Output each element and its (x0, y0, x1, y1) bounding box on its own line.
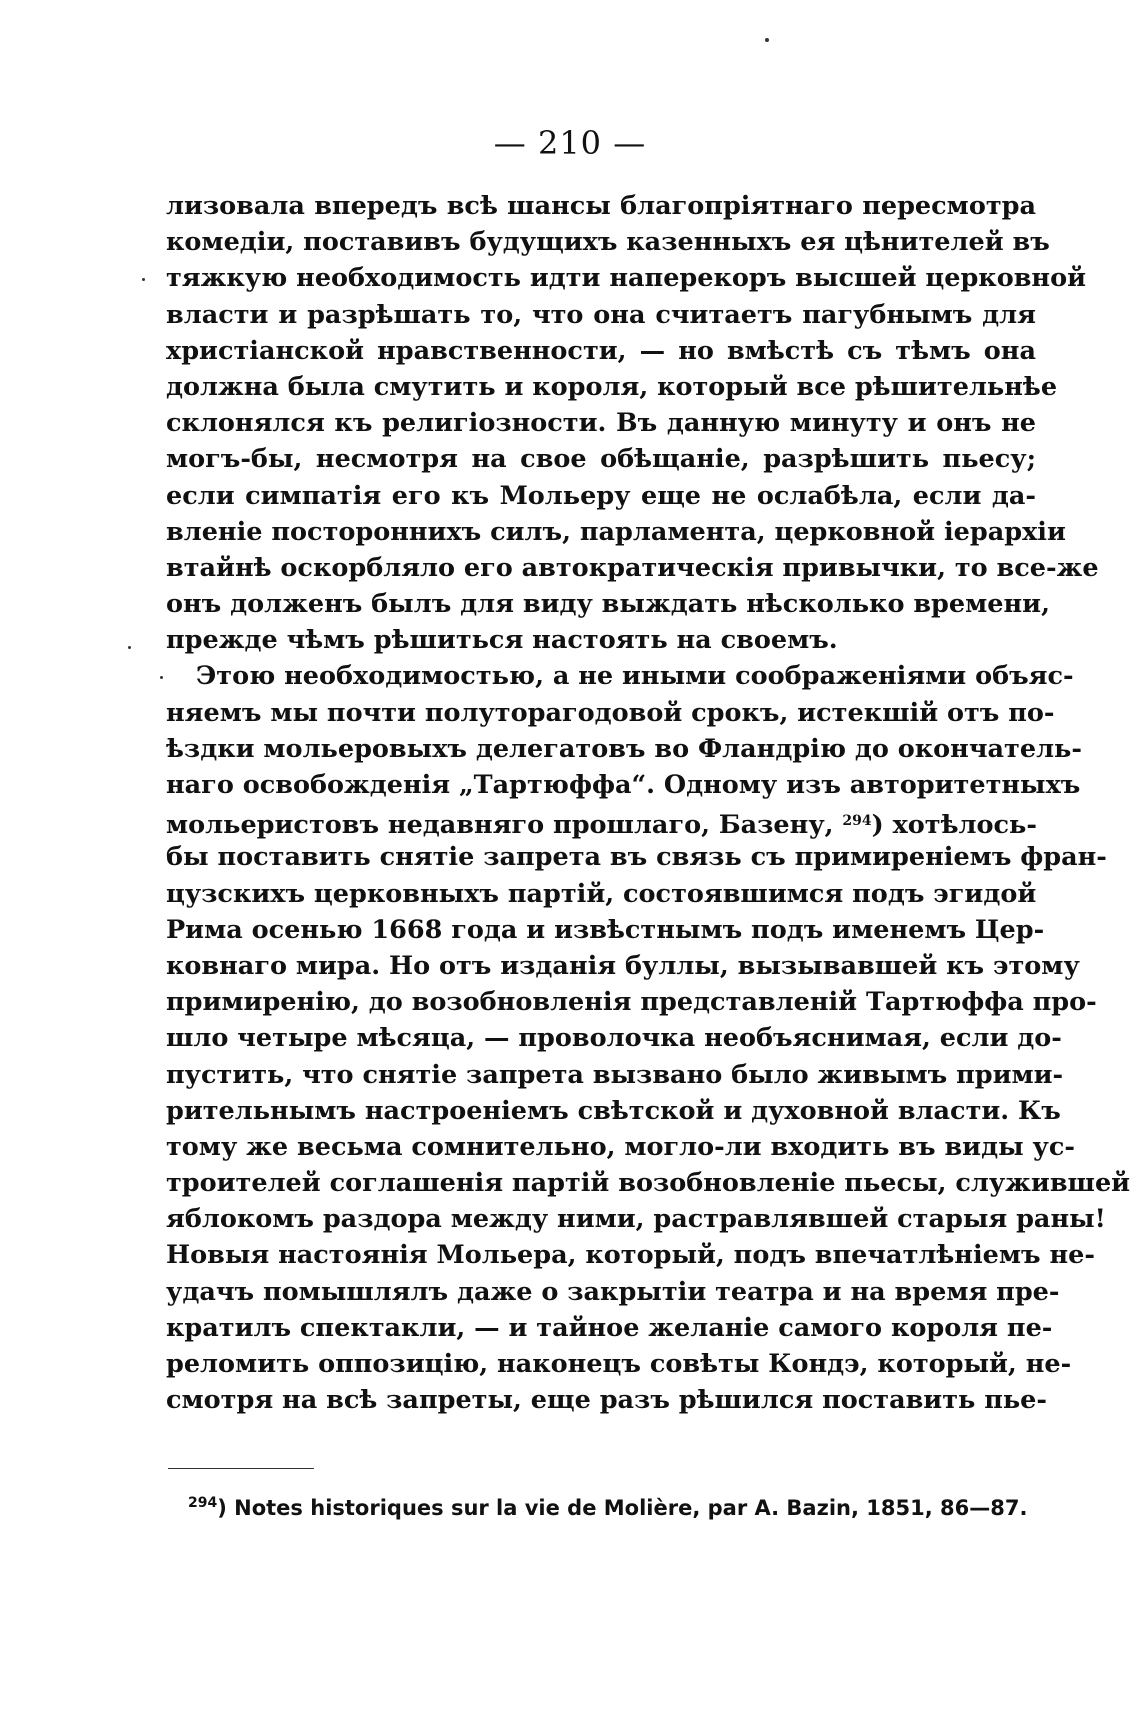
text-line: тяжкую необходимость идти наперекоръ высшей церковной (166, 263, 1087, 294)
text-line: примиренію, до возобновленія представленій Тартюффа про- (166, 987, 1097, 1018)
text-segment: мольеристовъ недавняго прошлаго, Базену, (166, 810, 834, 841)
text-line: шло четыре мѣсяца, — проволочка необъяснимая, если до- (166, 1023, 1062, 1054)
text-line: онъ долженъ былъ для виду выждать нѣсколько времени, (166, 589, 1050, 620)
text-line: должна была смутить и короля, который все рѣшительнѣе (166, 371, 1058, 402)
text-line: наго освобожденія „Тартюффа“. Одному изъ авторитетныхъ (166, 770, 1081, 800)
text-line: бы поставить снятіе запрета въ связь съ примиреніемъ фран- (166, 842, 1107, 873)
text-line: Этою необходимостью, а не иными соображеніями объяс- (196, 661, 1074, 692)
footnote-marker: 294 (188, 1495, 218, 1511)
text-line: яблокомъ раздора между ними, растравлявшей старыя раны! (166, 1204, 1106, 1235)
scan-speck (128, 646, 131, 649)
text-line: комедіи, поставивъ будущихъ казенныхъ ея цѣнителей въ (166, 227, 1050, 258)
text-line: пустить, что снятіе запрета вызвано было живымъ прими- (166, 1059, 1064, 1090)
text-line: лизовала впередъ всѣ шансы благопріятнаго пересмотра (166, 191, 1036, 221)
text-line: если симпатія его къ Мольеру еще не ослабѣла, если да- (166, 480, 1036, 511)
text-line: склонялся къ религіозности. Въ данную минуту и онъ не (166, 408, 1036, 439)
text-line: реломить оппозицію, наконецъ совѣты Кондэ, который, не- (166, 1349, 1072, 1379)
body-text (166, 188, 1131, 1418)
page-number: — 210 — (493, 124, 647, 162)
footnote-divider (168, 1468, 314, 1469)
text-line: христіанской нравственности, — но вмѣстѣ съ тѣмъ она (166, 335, 1036, 366)
text-line: втайнѣ оскорбляло его автократическія привычки, то все-же (166, 552, 1099, 583)
text-segment: ) хотѣлось- (871, 810, 1037, 841)
text-line: ковнаго мира. Но отъ изданія буллы, вызывавшей къ этому (166, 950, 1080, 981)
text-line: Новыя настоянія Мольера, который, подъ впечатлѣніемъ не- (166, 1240, 1095, 1271)
text-line: могъ-бы, несмотря на свое обѣщаніе, разрѣшить пьесу; (166, 444, 1036, 475)
text-line: кратилъ спектакли, — и тайное желаніе самого короля пе- (166, 1312, 1053, 1343)
scan-speck (765, 38, 769, 42)
scan-speck (142, 278, 145, 281)
footnote-ref: 294 (842, 813, 872, 830)
text-line: рительнымъ настроеніемъ свѣтской и духовной власти. Къ (166, 1095, 1061, 1126)
footnote-text: ) Notes historiques sur la vie de Molière, par A. Bazin, 1851, 86—87. (217, 1496, 1028, 1520)
text-line-with-footnote-ref (166, 803, 1036, 839)
text-line: прежде чѣмъ рѣшиться настоять на своемъ. (166, 625, 838, 656)
text-line: цузскихъ церковныхъ партій, состоявшимся подъ эгидой (166, 878, 1037, 909)
text-line: смотря на всѣ запреты, еще разъ рѣшился поставить пье- (166, 1385, 1047, 1416)
footnote (188, 1495, 1028, 1520)
text-line: няемъ мы почти полуторагодовой срокъ, истекшій отъ по- (166, 697, 1055, 728)
text-line: вленіе постороннихъ силъ, парламента, церковной іерархіи (166, 516, 1066, 547)
text-line: власти и разрѣшать то, что она считаетъ пагубнымъ для (166, 299, 1036, 330)
text-line: ѣздки мольеровыхъ делегатовъ во Фландрію до окончатель- (166, 733, 1082, 764)
text-line: удачъ помышлялъ даже о закрытіи театра и на время пре- (166, 1276, 1060, 1307)
text-line: тому же весьма сомнительно, могло-ли входить въ виды ус- (166, 1131, 1075, 1162)
scan-speck (160, 676, 163, 679)
text-line: троителей соглашенія партій возобновленіе пьесы, служившей (166, 1168, 1131, 1199)
text-line: Рима осенью 1668 года и извѣстнымъ подъ именемъ Цер- (166, 914, 1045, 945)
